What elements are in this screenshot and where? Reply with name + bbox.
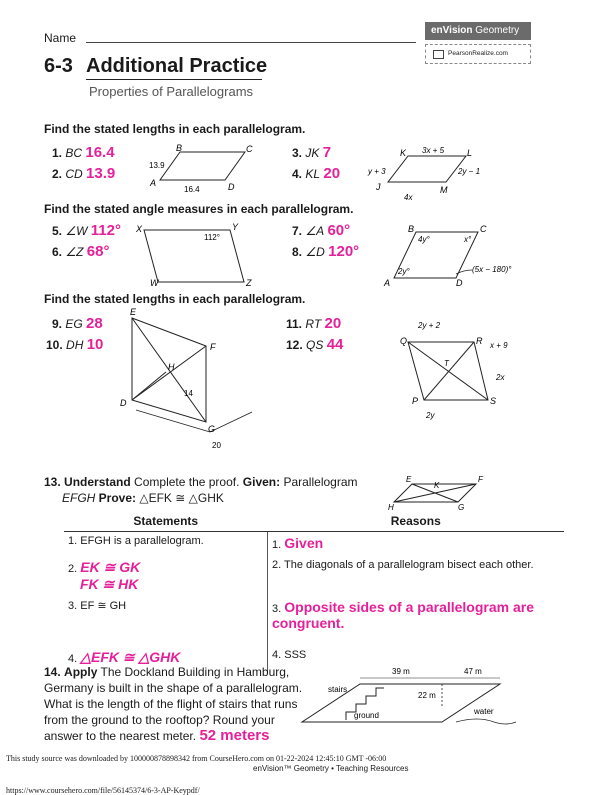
item-num: 1. <box>52 146 63 160</box>
vertex-label: D <box>456 278 463 288</box>
segment-expression: x + 9 <box>490 341 508 350</box>
vertex-label: F <box>478 475 483 484</box>
angle-label: (5x − 180)° <box>472 265 512 274</box>
item-num: 2. <box>52 167 63 181</box>
badge-brand: enVision <box>431 25 473 36</box>
vertex-label: R <box>476 336 483 346</box>
q13-given2: EFGH <box>62 491 96 505</box>
item-answer: 20 <box>323 165 341 182</box>
item-answer: 28 <box>86 315 103 332</box>
q13-given-label: Given: <box>242 475 281 489</box>
dimension-label: 39 m <box>392 667 410 676</box>
reasons-header: Reasons <box>268 512 565 532</box>
reason-num: 3. <box>272 603 282 615</box>
item-num: 7. <box>292 224 303 238</box>
vertex-label: K <box>400 148 407 158</box>
vertex-label: Y <box>232 222 239 232</box>
reason-1 <box>268 532 565 557</box>
statement-num: 2. <box>68 563 78 575</box>
item-6 <box>52 243 109 260</box>
base-length-label: 16.4 <box>184 185 200 194</box>
item-11 <box>286 315 341 332</box>
item-var: QS <box>306 338 324 352</box>
vertex-label: W <box>150 278 159 288</box>
item-7 <box>292 222 350 239</box>
parallelogram-abcd-figure <box>140 142 260 198</box>
q13-lead: Understand <box>64 475 131 489</box>
vertex-label: H <box>168 362 175 372</box>
q13-number: 13. <box>44 475 61 489</box>
item-5 <box>52 222 121 239</box>
reason-answer: Given <box>284 535 324 551</box>
reason-num: 1. <box>272 539 282 551</box>
vertex-label: E <box>130 307 137 317</box>
title-rule <box>86 79 262 80</box>
parallelogram-abcd-angles-figure <box>380 222 560 290</box>
item-9 <box>52 315 103 332</box>
brand-footer: enVision™ Geometry • Teaching Resources <box>253 764 409 773</box>
vertex-label: C <box>480 224 487 234</box>
pearson-realize-box <box>425 44 531 64</box>
item-num: 6. <box>52 245 63 259</box>
vertex-label: Z <box>246 278 252 288</box>
parallelogram-jklm-figure <box>366 142 496 204</box>
vertex-label: C <box>246 144 253 154</box>
angle-label: 4y° <box>418 235 430 244</box>
name-label: Name <box>44 31 77 45</box>
dimension-label: 47 m <box>464 667 482 676</box>
vertex-label: B <box>176 143 183 153</box>
badge-subject: Geometry <box>472 25 520 36</box>
q14-prompt <box>44 664 306 744</box>
item-answer: 16.4 <box>85 144 115 161</box>
item-var: BC <box>65 146 83 160</box>
item-answer: 13.9 <box>86 165 116 182</box>
angle-label: x° <box>464 235 472 244</box>
vertex-label: E <box>406 475 412 484</box>
item-num: 9. <box>52 317 63 331</box>
item-var: KL <box>305 167 321 181</box>
q13-prompt <box>44 474 384 506</box>
item-var: CD <box>65 167 83 181</box>
q13-text: Complete the proof. <box>130 475 243 489</box>
item-2 <box>52 165 115 182</box>
parallelogram-efgh-figure <box>388 474 488 512</box>
reason-2: 2. The diagonals of a parallelogram bisect each other. <box>272 559 534 571</box>
item-answer: 60° <box>327 222 351 239</box>
envision-badge <box>425 22 531 40</box>
q14-text: The Dockland Building in Hamburg, Germany is built in the shape of a parallelogram. What is the length of the flight of stairs that runs from the ground to the rooftop? Round your answer to the nearest meter. <box>44 665 303 743</box>
side-expression: 2y − 1 <box>458 167 481 176</box>
segment-label: 20 <box>212 441 221 450</box>
item-answer: 68° <box>86 243 110 260</box>
side-expression: 2y + 2 <box>418 321 441 330</box>
vertex-label: G <box>458 503 465 512</box>
section1-heading: Find the stated lengths in each parallelogram. <box>44 122 306 136</box>
vertex-label: P <box>412 396 419 406</box>
ground-label: ground <box>354 711 379 720</box>
segment-label: 14 <box>184 389 193 398</box>
statement-num: 4. <box>68 653 78 665</box>
name-line <box>86 42 416 43</box>
side-expression: 3x + 5 <box>422 146 445 155</box>
item-3 <box>292 144 331 161</box>
q13-given: Parallelogram <box>280 475 358 489</box>
q14-number: 14. <box>44 665 61 679</box>
vertex-label: A <box>384 278 391 288</box>
dimension-label: 22 m <box>418 691 436 700</box>
vertex-label: F <box>210 342 216 352</box>
item-var: ∠D <box>305 245 325 259</box>
item-num: 3. <box>292 146 303 160</box>
statement-3: 3. EF ≅ GH <box>64 596 268 646</box>
item-answer: 7 <box>322 144 332 161</box>
q14-lead: Apply <box>64 665 98 679</box>
item-answer: 44 <box>326 336 344 353</box>
angle-label: 2y° <box>398 267 410 276</box>
item-8 <box>292 243 359 260</box>
item-num: 4. <box>292 167 303 181</box>
section2-heading: Find the stated angle measures in each parallelogram. <box>44 202 354 216</box>
segment-expression: 2x <box>496 373 505 382</box>
vertex-label: G <box>208 424 216 434</box>
dockland-building-figure <box>288 664 520 736</box>
item-var: EG <box>65 317 83 331</box>
item-num: 10. <box>46 338 63 352</box>
vertex-label: D <box>228 182 235 192</box>
statements-header: Statements <box>64 512 268 532</box>
water-label: water <box>474 707 494 716</box>
item-1 <box>52 144 115 161</box>
reason-3 <box>268 596 565 646</box>
statement-answer: FK ≅ HK <box>80 576 139 592</box>
vertex-label: Q <box>400 336 408 346</box>
item-answer: 20 <box>324 315 342 332</box>
item-answer: 112° <box>90 222 121 239</box>
item-var: JK <box>305 146 320 160</box>
angle-label: 112° <box>204 233 220 242</box>
parallelogram-wxyz-figure <box>132 220 264 290</box>
source-footer: This study source was downloaded by 100000878898342 from CourseHero.com on 01-22-2024 12:45:10 GMT -06:00 <box>6 754 387 763</box>
side-expression: 4x <box>404 193 413 202</box>
reason-answer: Opposite sides of a parallelogram are congruent. <box>272 599 535 631</box>
parallelogram-pqrs-figure <box>396 316 526 426</box>
lesson-title: Additional Practice <box>86 55 268 77</box>
proof-table <box>64 512 564 674</box>
section3-heading: Find the stated lengths in each parallelogram. <box>44 292 306 306</box>
vertex-label: A <box>150 178 157 188</box>
monitor-icon <box>433 50 444 59</box>
statement-1: 1. EFGH is a parallelogram. <box>64 532 268 557</box>
item-var: ∠W <box>65 224 88 238</box>
vertex-label: D <box>120 398 127 408</box>
vertex-label: T <box>444 359 449 368</box>
side-expression: 2y <box>426 411 435 420</box>
lesson-subtitle: Properties of Parallelograms <box>89 84 254 99</box>
vertex-label: M <box>440 185 448 195</box>
item-var: RT <box>305 317 322 331</box>
statement-answer: EK ≅ GK <box>80 559 141 575</box>
vertex-label: K <box>434 481 440 490</box>
q13-prove: △EFK ≅ △GHK <box>139 491 224 505</box>
realize-label: PearsonRealize.com <box>448 50 508 57</box>
item-num: 11. <box>286 317 303 331</box>
stairs-label: stairs <box>328 685 348 694</box>
item-var: DH <box>66 338 84 352</box>
vertex-label: S <box>490 396 497 406</box>
item-answer: 10 <box>86 336 104 353</box>
item-answer: 120° <box>328 243 360 260</box>
q13-prove-label: Prove: <box>95 491 140 505</box>
parallelogram-defg-figure <box>112 306 262 456</box>
item-4 <box>292 165 340 182</box>
item-var: ∠Z <box>65 245 84 259</box>
url-footer: https://www.coursehero.com/file/56145374/6-3-AP-Keypdf/ <box>6 786 200 795</box>
item-var: ∠A <box>305 224 325 238</box>
item-10 <box>46 336 103 353</box>
item-12 <box>286 336 343 353</box>
vertex-label: B <box>408 224 415 234</box>
statement-2 <box>64 556 268 596</box>
vertex-label: L <box>467 148 473 158</box>
vertex-label: X <box>136 224 143 234</box>
vertex-label: H <box>388 503 394 512</box>
lesson-number: 6-3 <box>44 55 73 77</box>
statement-answer: △EFK ≅ △GHK <box>80 649 181 665</box>
item-num: 8. <box>292 245 303 259</box>
vertex-label: J <box>376 182 381 192</box>
item-num: 12. <box>286 338 303 352</box>
q14-answer: 52 meters <box>199 727 270 744</box>
reason-4: 4. SSS <box>272 649 307 661</box>
side-expression: y + 3 <box>368 167 386 176</box>
side-length-label: 13.9 <box>149 161 165 170</box>
item-num: 5. <box>52 224 63 238</box>
